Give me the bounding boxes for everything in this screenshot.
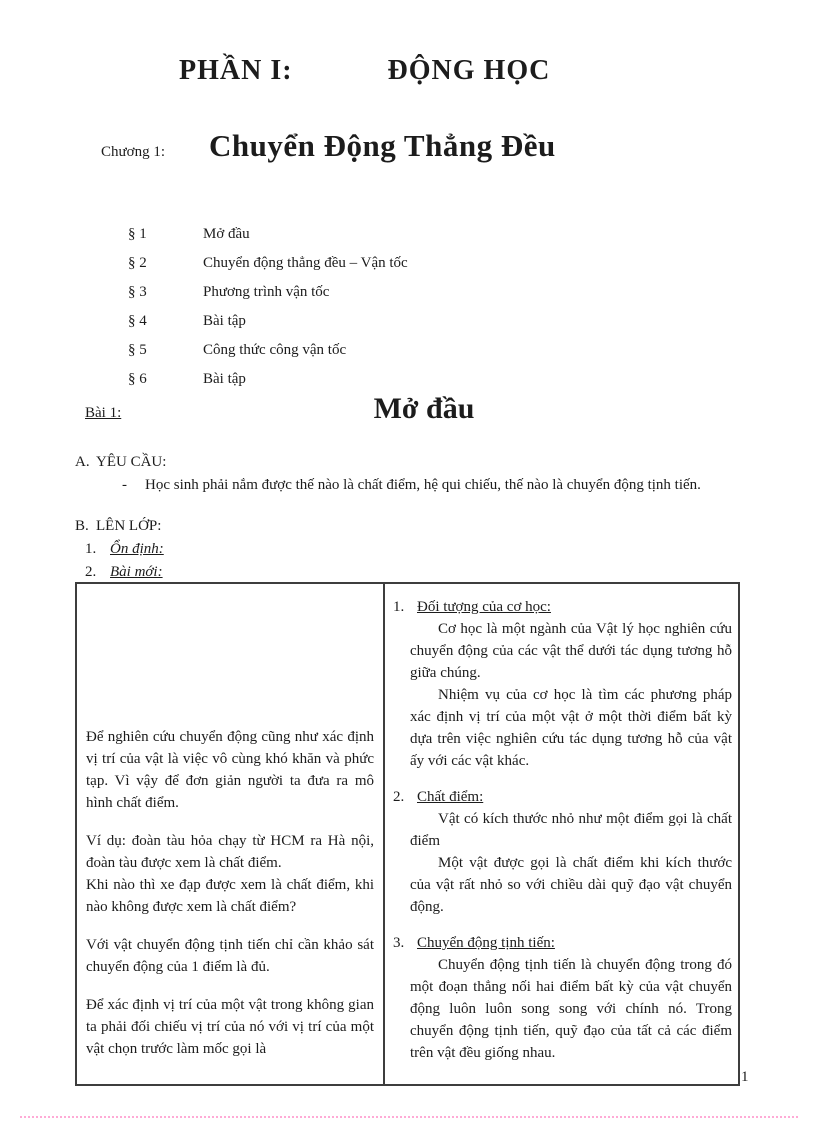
lesson-heading — [75, 392, 773, 426]
section-label: Mở đầu — [203, 226, 250, 242]
content-item — [389, 932, 734, 1064]
item-title: Chuyển động tịnh tiến: — [417, 935, 555, 951]
part-label: PHẦN I: — [179, 55, 293, 86]
paragraph: Khi nào thì xe đạp được xem là chất điểm, khi nào không được xem là chất điểm? — [86, 877, 374, 915]
procedure-title: LÊN LỚP: — [96, 518, 162, 534]
content-item-heading — [389, 932, 734, 954]
item-number: 3. — [393, 935, 405, 951]
text-boundary-line — [20, 1116, 798, 1118]
lesson-content-cell — [383, 584, 738, 1084]
section-number: § 3 — [128, 284, 147, 300]
section-number: § 1 — [128, 226, 147, 242]
section-label: Bài tập — [203, 313, 246, 329]
requirements-letter: A. — [75, 454, 90, 470]
item-title: Đối tượng của cơ học: — [417, 599, 551, 615]
section-label: Phương trình vận tốc — [203, 284, 330, 300]
section-list-item — [128, 226, 408, 255]
paragraph: Nhiệm vụ của cơ học là tìm các phương pháp xác định vị trí của một vật ở một thời điểm bất kỳ dựa trên việc nghiên cứu tác dụng tương hỗ của vật ấy với các vật khác. — [410, 687, 732, 769]
section-list-item — [128, 313, 408, 342]
requirements-bullet — [120, 474, 759, 496]
left-cell-spacer — [86, 592, 374, 726]
content-item-heading — [389, 786, 734, 808]
procedure-letter: B. — [75, 518, 89, 534]
step-label: Ổn định: — [110, 541, 164, 557]
procedure-step — [85, 538, 759, 561]
teacher-activity-cell — [77, 584, 383, 1084]
procedure-step — [85, 561, 759, 584]
section-number: § 4 — [128, 313, 147, 329]
chapter-heading — [101, 128, 556, 164]
item-number: 1. — [393, 599, 405, 615]
content-item — [389, 596, 734, 772]
section-label: Chuyển động thẳng đều – Vận tốc — [203, 255, 408, 271]
paragraph: Vật có kích thước nhỏ như một điểm gọi là chất điểm — [410, 811, 732, 849]
section-number: § 6 — [128, 371, 147, 387]
section-list — [128, 226, 408, 400]
bullet-dash: - — [122, 477, 127, 493]
chapter-title: Chuyển Động Thẳng Đều — [209, 128, 556, 163]
requirements-heading — [75, 451, 759, 474]
step-label: Bài mới: — [110, 563, 163, 580]
item-title: Chất điểm: — [417, 789, 484, 805]
paragraph: Để xác định vị trí của một vật trong không gian ta phải đối chiếu vị trí của nó với vị trí của một vật chọn trước làm mốc gọi là — [86, 997, 374, 1057]
lesson-label: Bài 1: — [85, 405, 122, 421]
paragraph: Chuyển động tịnh tiến là chuyển động trong đó một đoạn thẳng nối hai điểm bất kỳ của vật chuyển động luôn luôn song song với chính nó. Trong chuyển động tịnh tiến, quỹ đạo của tất cả các điểm trên vật đều giống nhau. — [410, 957, 732, 1061]
page-number: 1 — [741, 1069, 749, 1085]
part-title: ĐỘNG HỌC — [387, 55, 551, 86]
procedure-heading — [75, 515, 759, 538]
paragraph: Để nghiên cứu chuyển động cũng như xác định vị trí của vật là việc vô cùng khó khăn và phức tạp. Vì vậy để đơn giản người ta đưa ra mô hình chất điểm. — [86, 729, 374, 811]
bullet-text: Học sinh phải nắm được thế nào là chất điểm, hệ qui chiếu, thế nào là chuyển động tịnh tiến. — [145, 477, 701, 493]
lesson-table — [75, 582, 740, 1086]
section-number: § 5 — [128, 342, 147, 358]
content-item-heading — [389, 596, 734, 618]
requirements-title: YÊU CẦU: — [96, 454, 167, 470]
section-number: § 2 — [128, 255, 147, 271]
section-label: Bài tập — [203, 371, 246, 387]
part-heading — [179, 55, 550, 87]
section-list-item — [128, 284, 408, 313]
paragraph: Ví dụ: đoàn tàu hỏa chạy từ HCM ra Hà nội, đoàn tàu được xem là chất điểm. — [86, 833, 374, 871]
item-number: 2. — [393, 789, 405, 805]
section-label: Công thức công vận tốc — [203, 342, 347, 358]
step-number: 2. — [85, 563, 97, 580]
section-list-item — [128, 342, 408, 371]
chapter-label: Chương 1: — [101, 144, 165, 160]
paragraph: Một vật được gọi là chất điểm khi kích thước của vật rất nhỏ so với chiều dài quỹ đạo vật chuyển động. — [410, 855, 732, 915]
paragraph: Với vật chuyển động tịnh tiến chỉ cần khảo sát chuyển động của 1 điểm là đủ. — [86, 937, 374, 975]
requirements-section — [75, 451, 759, 496]
step-number: 1. — [85, 541, 97, 557]
section-list-item — [128, 255, 408, 284]
procedure-section — [75, 515, 759, 583]
lesson-title: Mở đầu — [373, 392, 475, 425]
content-item — [389, 786, 734, 918]
paragraph: Cơ học là một ngành của Vật lý học nghiên cứu chuyển động của các vật thể dưới tác dụng tương hỗ giữa chúng. — [410, 621, 732, 681]
